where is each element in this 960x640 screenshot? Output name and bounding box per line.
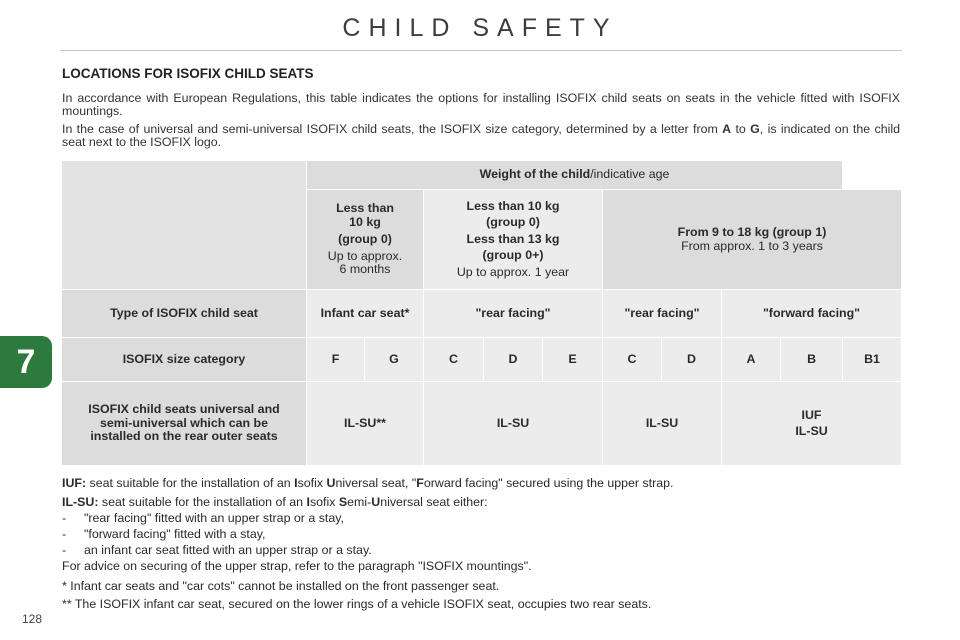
note-iuf-letter-f: F [416,476,424,490]
universal-seats-rear-1: IL-SU [424,382,603,466]
universal-seats-infant: IL-SU** [307,382,424,466]
table-corner-cell [62,161,307,290]
size-category-value: D [484,338,543,382]
list-item-text: "rear facing" fitted with an upper strap or a stay, [84,511,344,525]
intro-paragraph-2 [62,123,900,149]
age-group-3-line-1: From 9 to 18 kg (group 1) [677,225,827,239]
intro2-letter-to: G [750,122,760,136]
list-dash: - [62,527,67,541]
note-iuf-text-b: sofix [297,476,327,490]
table-row-universal-seats [62,382,902,466]
note-advice: For advice on securing of the upper strap, refer to the paragraph "ISOFIX mountings". [62,559,532,573]
list-item [62,510,902,526]
intro2-text-b: to [731,122,751,136]
weight-header-bold: Weight of the child [479,167,591,182]
size-category-value: E [543,338,603,382]
note-ilsu-text-d: niversal seat either: [380,495,488,509]
note-iuf-letter-u: U [326,476,336,490]
intro2-text-a: In the case of universal and semi-universal ISOFIX child seats, the ISOFIX size category, determined by a letter from [62,122,723,136]
seat-type-label: Type of ISOFIX child seat [62,290,307,338]
note-ilsu-text-b: sofix [309,495,339,509]
age-group-cell-2 [424,190,603,290]
age-group-1-line-2: 10 kg [349,214,381,229]
note-ilsu-letter-s: S [338,495,348,509]
table-row-weight-header [62,161,902,190]
size-category-value: C [603,338,662,382]
age-group-2-line-4: (group 0+) [482,248,544,263]
size-category-value: G [365,338,424,382]
note-ilsu-letter-u: U [371,495,381,509]
note-ilsu-text-c: emi- [347,495,372,509]
note-iuf-text-d: orward facing" secured using the upper strap. [423,476,674,490]
note-ilsu-label: IL-SU: [62,495,99,509]
age-group-3-line-2: From approx. 1 to 3 years [681,238,823,253]
size-category-value: D [662,338,722,382]
note-ilsu [62,494,902,510]
note-ilsu-text-a: seat suitable for the installation of an [98,495,307,509]
intro-paragraph-1: In accordance with European Regulations, this table indicates the options for installing ISOFIX child seats on seats in the vehicle fitted with ISOFIX mountings. [62,91,900,118]
table-row-size-category [62,338,902,382]
seat-type-rear-facing-2: "rear facing" [603,290,722,338]
weight-header-rest: /indicative age [590,167,670,182]
section-title: LOCATIONS FOR ISOFIX CHILD SEATS [62,66,314,81]
seat-type-rear-facing-1: "rear facing" [424,290,603,338]
size-category-label: ISOFIX size category [62,338,307,382]
list-item [62,542,902,558]
age-group-2-line-5: Up to approx. 1 year [456,264,570,279]
list-dash: - [62,511,67,525]
list-dash: - [62,543,67,557]
table-row-seat-type [62,290,902,338]
universal-seats-forward-line-2: IL-SU [795,424,828,438]
weight-header-cell [307,161,843,190]
header-divider [60,50,902,51]
age-group-1-line-3: (group 0) [338,232,392,247]
universal-seats-rear-2: IL-SU [603,382,722,466]
note-iuf-text-c: niversal seat, " [335,476,417,490]
size-category-value: B [781,338,843,382]
age-group-2-line-1: Less than 10 kg [466,198,560,213]
seat-type-infant: Infant car seat* [307,290,424,338]
intro2-letter-from: A [722,122,732,136]
size-category-value: A [722,338,781,382]
note-iuf-letter-i: I [294,476,298,490]
footnote-2: ** The ISOFIX infant car seat, secured on the lower rings of a vehicle ISOFIX seat, occupies two rear seats. [62,597,652,611]
age-group-2-line-2: (group 0) [486,215,540,230]
age-group-cell-3 [603,190,902,290]
age-group-1-line-5: 6 months [339,262,391,277]
universal-seats-forward-line-1: IUF [801,407,822,422]
size-category-value: C [424,338,484,382]
seat-type-forward-facing: "forward facing" [722,290,902,338]
notes-block [62,475,902,612]
size-category-value: B1 [843,338,902,382]
universal-seats-label: ISOFIX child seats universal and semi-universal which can be installed on the rear outer seats [62,382,307,466]
note-ilsu-letter-i: I [306,495,310,509]
note-iuf-label: IUF: [62,476,87,490]
age-group-1-line-1: Less than [336,201,394,216]
footnote-1: * Infant car seats and "car cots" cannot be installed on the front passenger seat. [62,579,500,593]
note-iuf [62,475,902,491]
size-category-value: F [307,338,365,382]
age-group-cell-1 [307,190,424,290]
page-header-title: CHILD SAFETY [342,14,618,42]
chapter-tab: 7 [0,336,52,388]
age-group-2-line-3: Less than 13 kg [466,231,560,246]
isofix-locations-table [61,160,902,466]
list-item-text: "forward facing" fitted with a stay, [84,527,266,541]
list-item [62,526,902,542]
intro2-text-c: , is indicated on the child seat next to the ISOFIX logo. [62,122,900,149]
universal-seats-forward [722,382,902,466]
list-item-text: an infant car seat fitted with an upper strap or a stay. [84,543,372,557]
page-number: 128 [22,612,43,626]
age-group-1-line-4: Up to approx. [327,248,403,263]
note-iuf-text-a: seat suitable for the installation of an [86,476,295,490]
